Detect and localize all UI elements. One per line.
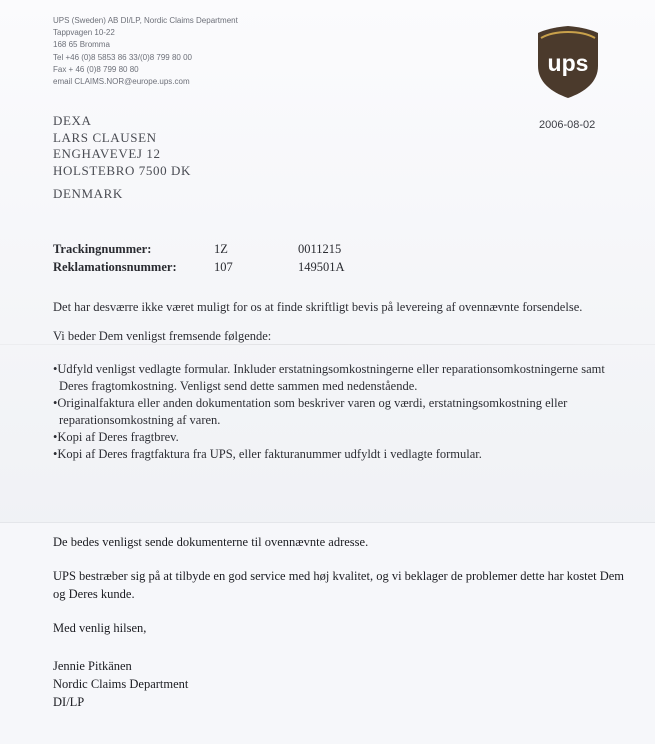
recipient-name: LARS CLAUSEN [53, 129, 157, 145]
sender-email: email CLAIMS.NOR@europe.ups.com [53, 77, 190, 87]
closing-paragraph: UPS bestræber sig på at tilbyde en god service med høj kvalitet, og vi beklager de problemer dette har kostet Dem og Deres kunde. [53, 569, 625, 601]
requested-documents-list [53, 361, 623, 463]
letter-body [53, 299, 623, 463]
recipient-city: HOLSTEBRO 7500 DK [53, 162, 192, 178]
list-item: • Kopi af Deres fragtfaktura fra UPS, eller fakturanummer udfyldt i vedlagte formular. [53, 446, 623, 463]
sender-fax: Fax + 46 (0)8 799 80 80 [53, 64, 139, 74]
salutation: Med venlig hilsen, [53, 621, 147, 635]
list-item: • Originalfaktura eller anden dokumentation som beskriver varen og værdi, erstatningsomkostning eller reparationsomkostning af varen. [53, 395, 623, 429]
list-item: • Udfyld venligst vedlagte formular. Inkluder erstatningsomkostningerne eller reparationsomkostningerne samt Deres fragtomkostning. Venligst send dette sammen med nedenstående. [53, 361, 623, 395]
sender-street: Tappvagen 10-22 [53, 28, 115, 38]
claim-number-value: 149501A [298, 260, 345, 274]
letter-date: 2006-08-02 [539, 119, 596, 131]
tracking-number-prefix: 1Z [214, 242, 228, 256]
ups-logo-text: ups [547, 50, 589, 76]
claim-number-prefix: 107 [214, 260, 233, 274]
sender-city: 168 65 Bromma [53, 40, 110, 50]
tracking-number-value: 0011215 [298, 242, 342, 256]
signature-unit: DI/LP [53, 695, 85, 709]
recipient-address-block [53, 113, 191, 203]
letter-closing [53, 533, 633, 711]
list-item: • Kopi af Deres fragtbrev. [53, 429, 623, 446]
claim-number-label: Reklamationsnummer: [53, 260, 177, 274]
sender-company: UPS (Sweden) AB DI/LP, Nordic Claims Department [53, 16, 238, 25]
sender-address-block [53, 15, 238, 88]
sender-phone: Tel +46 (0)8 5853 86 33/(0)8 799 80 00 [53, 52, 192, 62]
recipient-street: ENGHAVEVEJ 12 [53, 146, 161, 161]
signature-name: Jennie Pitkänen [53, 659, 132, 673]
recipient-company: DEXA [53, 113, 92, 128]
closing-paragraph: De bedes venligst sende dokumenterne til ovennævnte adresse. [53, 535, 369, 549]
signature-department: Nordic Claims Department [53, 677, 189, 691]
ups-shield-logo-icon [535, 24, 601, 100]
tracking-number-label: Trackingnummer: [53, 242, 152, 256]
recipient-country: DENMARK [53, 186, 123, 201]
body-paragraph: Det har desværre ikke været muligt for os at finde skriftligt bevis på levereing af ovennævnte forsendelse. [53, 300, 583, 314]
request-intro: Vi beder Dem venligst fremsende følgende: [53, 329, 272, 343]
